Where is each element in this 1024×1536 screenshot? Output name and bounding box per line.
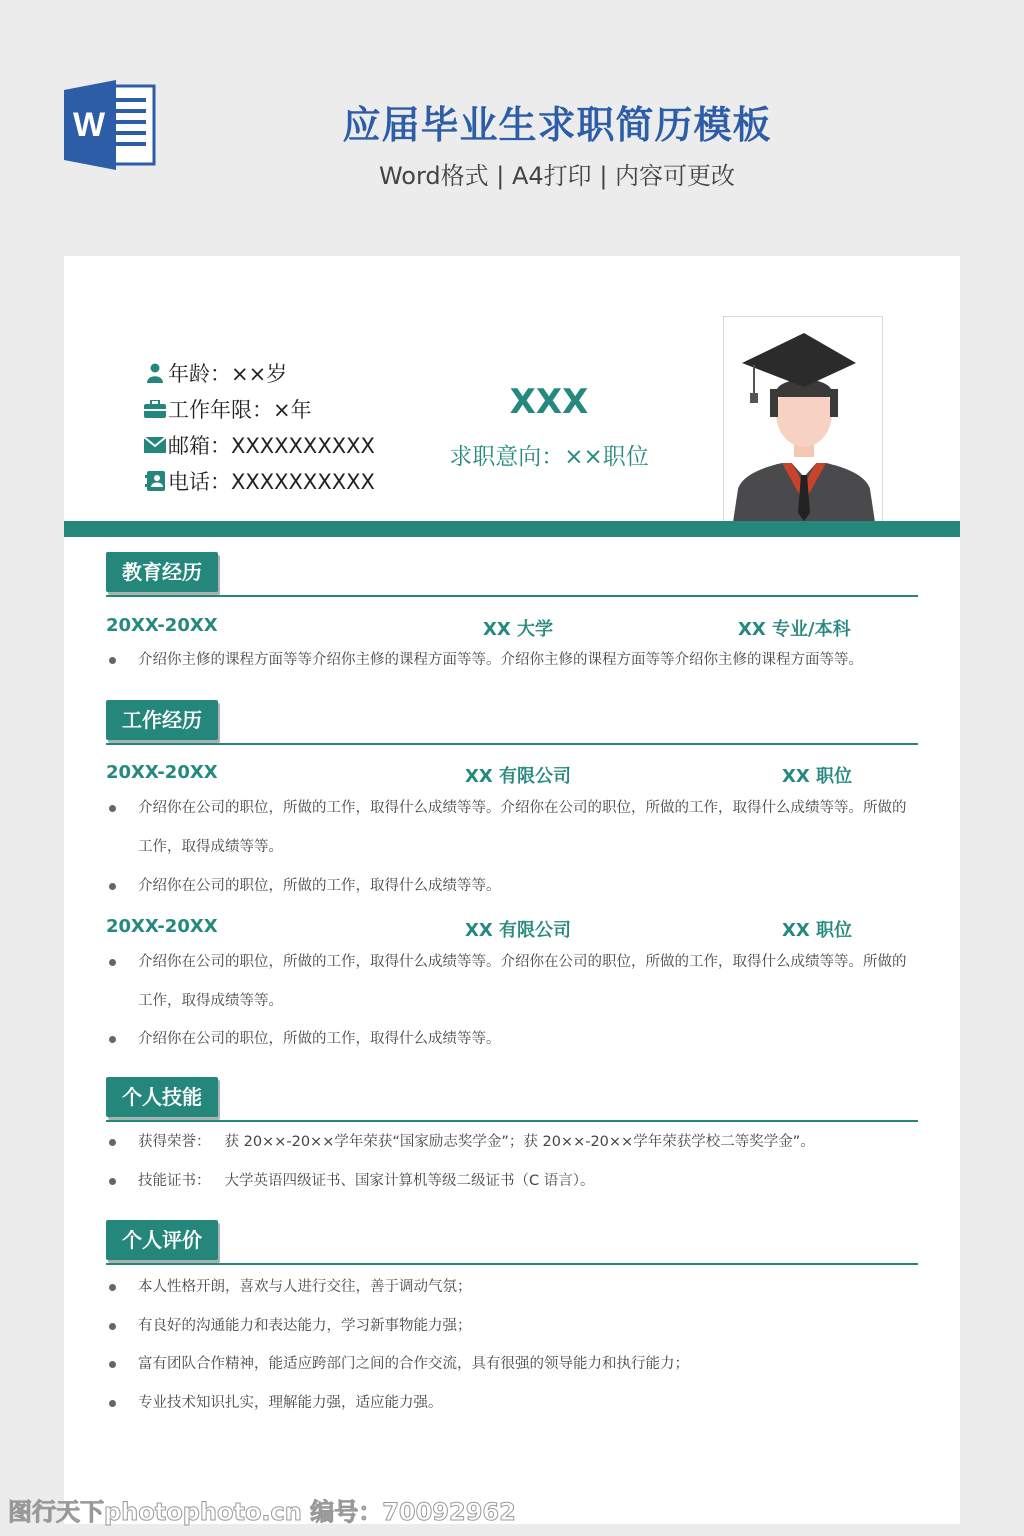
- work-entry-2: [106, 916, 918, 940]
- person-icon: [144, 362, 166, 384]
- word-logo-letter: W: [72, 106, 106, 144]
- header-band: [64, 521, 960, 537]
- info-work-years: [144, 394, 312, 424]
- list-item: [106, 1123, 918, 1162]
- contact-card-icon: [144, 470, 166, 492]
- bullet-dot: [109, 1284, 116, 1291]
- work-desc: 介绍你在公司的职位，所做的工作，取得什么成绩等等。: [138, 1031, 501, 1047]
- work-desc: 介绍你在公司的职位，所做的工作，取得什么成绩等等。介绍你在公司的职位，所做的工作，取得什么成绩等等。所做的工作，取得成绩等等。: [138, 954, 907, 1009]
- education-school: XX 大学: [483, 619, 554, 640]
- education-major: XX 专业/本科: [738, 619, 851, 640]
- list-item: [106, 641, 918, 680]
- skills-heading: 个人技能: [106, 1077, 218, 1117]
- education-heading: 教育经历: [106, 552, 218, 592]
- job-intent: 求职意向：××职位: [449, 444, 649, 470]
- evaluation-text: 有良好的沟通能力和表达能力，学习新事物能力强；: [138, 1318, 472, 1334]
- work-desc: 介绍你在公司的职位，所做的工作，取得什么成绩等等。: [138, 878, 501, 894]
- work-heading: 工作经历: [106, 700, 218, 740]
- bullet-dot: [109, 657, 116, 664]
- section-divider: [106, 1120, 918, 1122]
- list-item: [106, 789, 918, 867]
- page-title: 应届毕业生求职简历模板: [342, 103, 772, 147]
- bullet-dot: [109, 1400, 116, 1407]
- evaluation-text: 专业技术知识扎实，理解能力强，适应能力强。: [138, 1395, 443, 1411]
- section-skills: [106, 1077, 918, 1123]
- phone-text: 电话：XXXXXXXXXX: [168, 470, 375, 494]
- list-item: [106, 1162, 918, 1201]
- education-desc: 介绍你主修的课程方面等等介绍你主修的课程方面等等。介绍你主修的课程方面等等介绍你主修的课程方面等等。: [138, 652, 863, 668]
- envelope-icon: [144, 434, 166, 456]
- list-item: [106, 1268, 918, 1307]
- list-item: [106, 1307, 918, 1346]
- skill-label: 技能证书：: [138, 1173, 211, 1189]
- info-phone: [144, 466, 375, 496]
- skill-label: 获得荣誉：: [138, 1134, 211, 1150]
- evaluation-text: 本人性格开朗，喜欢与人进行交往，善于调动气氛；: [138, 1279, 472, 1295]
- bullet-dot: [109, 1361, 116, 1368]
- education-period: 20XX-20XX: [106, 615, 218, 636]
- evaluation-heading: 个人评价: [106, 1220, 218, 1260]
- section-work: [106, 700, 918, 746]
- education-entry: [106, 615, 918, 639]
- bullet-dot: [109, 1323, 116, 1330]
- briefcase-icon: [144, 398, 166, 420]
- work-period: 20XX-20XX: [106, 762, 218, 783]
- list-item: [106, 1020, 918, 1059]
- section-education: [106, 552, 918, 598]
- watermark: 图行天下photophoto.cn 编号：70092962: [8, 1498, 516, 1526]
- list-item: [106, 1345, 918, 1384]
- work-company: XX 有限公司: [465, 920, 572, 941]
- candidate-name: XXX: [509, 382, 589, 422]
- email-text: 邮箱：XXXXXXXXXX: [168, 434, 375, 458]
- bullet-dot: [109, 805, 116, 812]
- work-period: 20XX-20XX: [106, 916, 218, 937]
- bullet-dot: [109, 1036, 116, 1043]
- bullet-dot: [109, 1178, 116, 1185]
- bullet-dot: [109, 1139, 116, 1146]
- work-years-text: 工作年限：×年: [168, 398, 312, 422]
- resume-paper: [64, 256, 960, 1524]
- list-item: [106, 1384, 918, 1423]
- work-entry-1: [106, 762, 918, 786]
- list-item: [106, 943, 918, 1021]
- work-position: XX 职位: [782, 766, 853, 787]
- section-divider: [106, 595, 918, 597]
- info-email: [144, 430, 375, 460]
- skill-text: 大学英语四级证书、国家计算机等级二级证书（C 语言）。: [224, 1173, 595, 1189]
- section-evaluation: [106, 1220, 918, 1266]
- age-text: 年龄：××岁: [168, 362, 288, 386]
- work-company: XX 有限公司: [465, 766, 572, 787]
- evaluation-text: 富有团队合作精神，能适应跨部门之间的合作交流，具有很强的领导能力和执行能力；: [138, 1356, 689, 1372]
- section-divider: [106, 1263, 918, 1265]
- section-divider: [106, 743, 918, 745]
- work-position: XX 职位: [782, 920, 853, 941]
- bullet-dot: [109, 883, 116, 890]
- skill-text: 获 20××-20××学年荣获“国家励志奖学金”；获 20××-20××学年荣获学校二等奖学金”。: [224, 1134, 815, 1150]
- list-item: [106, 867, 918, 906]
- page-subtitle: Word格式 | A4打印 | 内容可更改: [378, 162, 736, 190]
- graduate-avatar: [723, 316, 883, 528]
- bullet-dot: [109, 959, 116, 966]
- work-desc: 介绍你在公司的职位，所做的工作，取得什么成绩等等。介绍你在公司的职位，所做的工作，取得什么成绩等等。所做的工作，取得成绩等等。: [138, 800, 907, 855]
- info-age: [144, 358, 287, 388]
